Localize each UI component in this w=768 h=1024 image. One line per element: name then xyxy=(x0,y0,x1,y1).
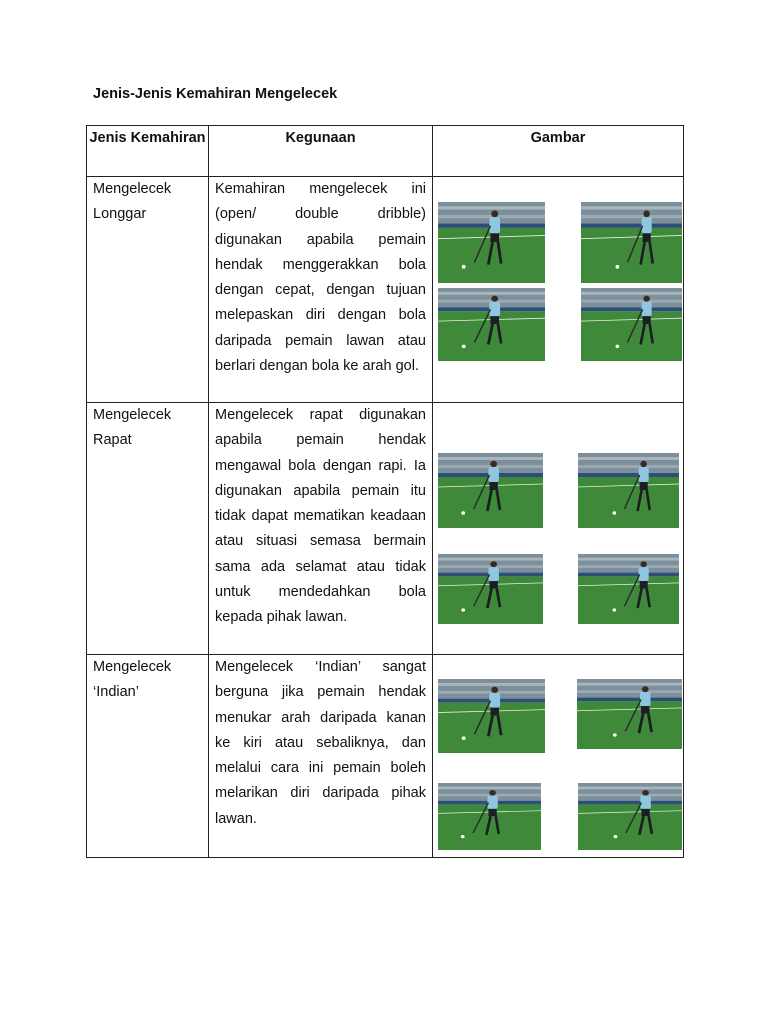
header-gambar: Gambar xyxy=(433,126,684,177)
table-row xyxy=(87,655,684,858)
header-jenis: Jenis Kemahiran xyxy=(87,126,209,177)
skills-table xyxy=(86,125,684,858)
skill-name: Mengelecek Rapat xyxy=(87,403,209,655)
hockey-photo xyxy=(438,783,541,850)
hockey-photo xyxy=(578,783,682,850)
skill-usage: Mengelecek ‘Indian’ sangat berguna jika pemain hendak menukar arah daripada kanan ke kiri atau sebaliknya, dan melalui cara ini pemain boleh melarikan diri daripada pihak lawan. xyxy=(209,655,433,858)
skill-pictures xyxy=(433,655,684,858)
hockey-photo xyxy=(438,679,545,753)
hockey-photo xyxy=(438,554,543,624)
hockey-photo xyxy=(578,453,679,528)
hockey-photo xyxy=(578,554,679,624)
skill-pictures xyxy=(433,403,684,655)
hockey-photo xyxy=(577,679,682,749)
skill-pictures xyxy=(433,177,684,403)
skill-usage: Kemahiran mengelecek ini (open/ double dribble) digunakan apabila pemain hendak menggerakkan bola dengan cepat, dengan tujuan melepaskan diri dengan bola daripada pemain lawan atau berlari dengan bola ke arah gol. xyxy=(209,177,433,403)
skill-name: Mengelecek Longgar xyxy=(87,177,209,403)
hockey-photo xyxy=(581,288,682,361)
table-header-row xyxy=(87,126,684,177)
header-kegunaan: Kegunaan xyxy=(209,126,433,177)
table-row xyxy=(87,403,684,655)
skill-usage: Mengelecek rapat digunakan apabila pemain hendak mengawal bola dengan rapi. Ia digunakan apabila pemain itu tidak dapat mematikan keadaan atau situasi semasa bermain sama ada selamat atau tidak untuk mendedahkan bola kepada pihak lawan. xyxy=(209,403,433,655)
skill-name: Mengelecek ‘Indian’ xyxy=(87,655,209,858)
hockey-photo xyxy=(581,202,682,283)
hockey-photo xyxy=(438,288,545,361)
table-row xyxy=(87,177,684,403)
hockey-photo xyxy=(438,453,543,528)
document-title: Jenis-Jenis Kemahiran Mengelecek xyxy=(93,86,338,102)
hockey-photo xyxy=(438,202,545,283)
